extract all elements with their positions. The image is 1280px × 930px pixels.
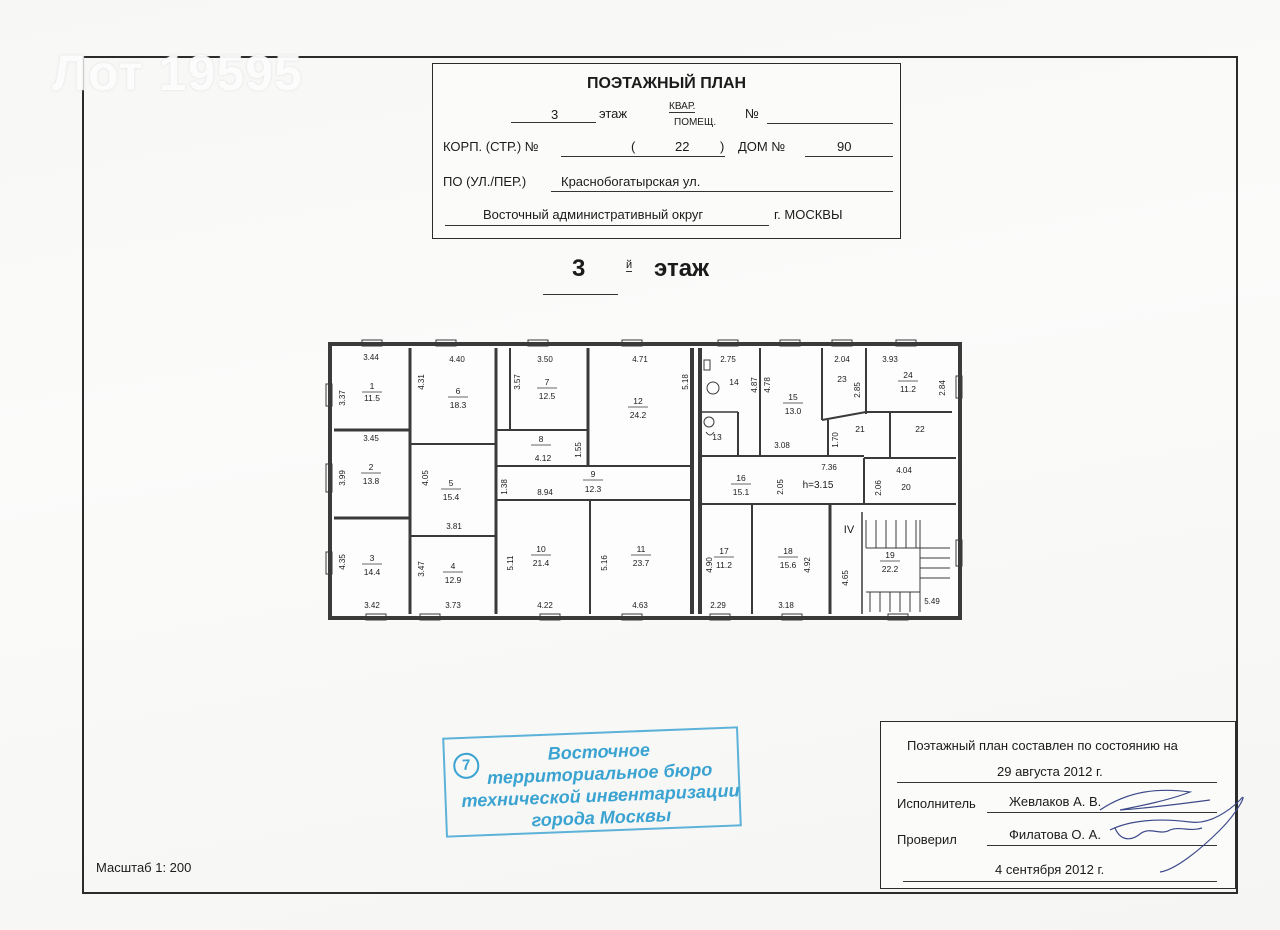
- svg-text:12: 12: [633, 396, 643, 406]
- svg-text:9: 9: [590, 469, 596, 479]
- lot-watermark: Лот 19595: [52, 45, 303, 101]
- scale-label: Масштаб 1: 200: [96, 860, 192, 875]
- svg-text:4.04: 4.04: [896, 466, 912, 475]
- svg-text:3.73: 3.73: [445, 601, 461, 610]
- floor-number: 3: [572, 255, 586, 282]
- city-label: г. МОСКВЫ: [774, 207, 843, 222]
- room-13: [712, 432, 722, 442]
- svg-text:11.2: 11.2: [900, 384, 916, 394]
- executor-name: Жевлаков А. В.: [1009, 794, 1102, 809]
- svg-text:13.0: 13.0: [784, 406, 802, 416]
- room-23: [837, 374, 847, 384]
- floor-suffix: й: [626, 259, 633, 271]
- apt-label-bottom: ПОМЕЩ.: [674, 117, 717, 128]
- svg-text:4.31: 4.31: [417, 374, 426, 390]
- stamp-line-3: технической инвентаризации: [461, 780, 740, 812]
- svg-text:22: 22: [915, 424, 925, 434]
- svg-text:3.50: 3.50: [537, 355, 553, 364]
- svg-text:2.29: 2.29: [710, 601, 726, 610]
- apt-no-label: №: [745, 106, 759, 121]
- svg-text:19: 19: [885, 550, 895, 560]
- room-20: [901, 482, 911, 492]
- handwritten-signatures: [1090, 780, 1260, 880]
- svg-text:3.99: 3.99: [338, 470, 347, 486]
- svg-text:8: 8: [538, 434, 544, 444]
- svg-text:4.12: 4.12: [534, 453, 552, 463]
- district-value: Восточный административный округ: [483, 207, 704, 222]
- svg-text:4.92: 4.92: [803, 557, 812, 573]
- room-22: [915, 424, 925, 434]
- svg-text:21: 21: [855, 424, 865, 434]
- svg-text:3.93: 3.93: [882, 355, 898, 364]
- svg-text:IV: IV: [843, 524, 855, 536]
- svg-text:1: 1: [369, 381, 375, 391]
- svg-text:5.16: 5.16: [600, 555, 609, 571]
- svg-text:3.18: 3.18: [778, 601, 794, 610]
- svg-text:21.4: 21.4: [532, 558, 550, 568]
- svg-text:11.5: 11.5: [364, 393, 380, 403]
- svg-text:16: 16: [736, 473, 746, 483]
- svg-text:2.85: 2.85: [853, 382, 862, 398]
- svg-text:15.6: 15.6: [779, 560, 797, 570]
- svg-text:5: 5: [448, 478, 454, 488]
- svg-text:4.22: 4.22: [537, 601, 553, 610]
- stamp-line-2: территориальное бюро: [486, 759, 713, 789]
- svg-text:15: 15: [788, 392, 798, 402]
- korp-label: КОРП. (СТР.) №: [443, 139, 539, 154]
- svg-text:4.90: 4.90: [705, 557, 714, 573]
- executor-label: Исполнитель: [897, 796, 976, 811]
- stamp-number: 7: [453, 752, 480, 779]
- svg-text:5.18: 5.18: [681, 374, 690, 390]
- svg-text:1.55: 1.55: [574, 442, 583, 458]
- svg-text:24.2: 24.2: [629, 410, 647, 420]
- svg-text:2: 2: [368, 462, 374, 472]
- svg-text:7: 7: [544, 377, 550, 387]
- svg-text:12.5: 12.5: [538, 391, 556, 401]
- svg-text:3.42: 3.42: [364, 601, 380, 610]
- apt-label-top: КВАР.: [669, 101, 696, 112]
- svg-text:3.44: 3.44: [363, 353, 379, 362]
- svg-text:14: 14: [729, 377, 739, 387]
- svg-text:24: 24: [903, 370, 913, 380]
- svg-text:4.87: 4.87: [750, 377, 759, 393]
- korp-close: ): [720, 139, 725, 154]
- svg-text:6: 6: [455, 386, 461, 396]
- svg-text:23: 23: [837, 374, 847, 384]
- svg-text:5.49: 5.49: [924, 597, 940, 606]
- svg-text:1.38: 1.38: [500, 479, 509, 495]
- room-21: [855, 424, 865, 434]
- bti-stamp: [442, 726, 742, 837]
- svg-text:2.06: 2.06: [874, 480, 883, 496]
- svg-text:2.05: 2.05: [776, 479, 785, 495]
- checker-label: Проверил: [897, 832, 957, 847]
- status-line: Поэтажный план составлен по состоянию на: [907, 738, 1178, 753]
- check-date: 4 сентября 2012 г.: [995, 862, 1105, 877]
- svg-text:15.1: 15.1: [732, 487, 750, 497]
- floor-value: 3: [551, 107, 559, 122]
- svg-text:18.3: 18.3: [449, 400, 467, 410]
- svg-text:13.8: 13.8: [362, 476, 380, 486]
- svg-text:4.71: 4.71: [632, 355, 648, 364]
- stamp-line-4: города Москвы: [531, 804, 672, 831]
- status-date: 29 августа 2012 г.: [997, 764, 1103, 779]
- svg-text:7.36: 7.36: [821, 463, 837, 472]
- svg-text:23.7: 23.7: [632, 558, 650, 568]
- svg-text:11.2: 11.2: [716, 560, 732, 570]
- svg-text:4.78: 4.78: [763, 377, 772, 393]
- svg-text:2.84: 2.84: [938, 380, 947, 396]
- svg-text:4.35: 4.35: [338, 554, 347, 570]
- svg-text:1.70: 1.70: [831, 432, 840, 448]
- svg-text:20: 20: [901, 482, 911, 492]
- svg-text:18: 18: [783, 546, 793, 556]
- street-value: Краснобогатырская ул.: [561, 174, 701, 189]
- svg-text:4.40: 4.40: [449, 355, 465, 364]
- svg-text:22.2: 22.2: [881, 564, 899, 574]
- svg-text:8.94: 8.94: [537, 488, 553, 497]
- svg-text:17: 17: [719, 546, 729, 556]
- svg-text:2.75: 2.75: [720, 355, 736, 364]
- svg-text:4.63: 4.63: [632, 601, 648, 610]
- svg-text:3.37: 3.37: [338, 390, 347, 406]
- svg-text:12.3: 12.3: [584, 484, 602, 494]
- stamp-line-1: Восточное: [547, 739, 651, 764]
- korp-value: 22: [675, 139, 690, 154]
- svg-text:4.65: 4.65: [841, 570, 850, 586]
- svg-text:14.4: 14.4: [363, 567, 381, 577]
- svg-text:4: 4: [450, 561, 456, 571]
- svg-text:3.57: 3.57: [513, 374, 522, 390]
- dom-label: ДОМ №: [738, 139, 786, 154]
- plan-heading: ПОЭТАЖНЫЙ ПЛАН: [586, 75, 747, 92]
- svg-text:10: 10: [536, 544, 546, 554]
- floor-label-big: этаж: [654, 255, 710, 282]
- street-label: ПО (УЛ./ПЕР.): [443, 174, 527, 189]
- svg-text:h=3.15: h=3.15: [802, 480, 834, 491]
- svg-text:13: 13: [712, 432, 722, 442]
- svg-text:3.47: 3.47: [417, 561, 426, 577]
- svg-text:3.45: 3.45: [363, 434, 379, 443]
- svg-text:15.4: 15.4: [442, 492, 460, 502]
- svg-text:2.04: 2.04: [834, 355, 850, 364]
- floor-label: этаж: [599, 106, 628, 121]
- svg-text:3.08: 3.08: [774, 441, 790, 450]
- svg-text:4.05: 4.05: [421, 470, 430, 486]
- svg-text:3.81: 3.81: [446, 522, 462, 531]
- korp-open: (: [631, 139, 636, 154]
- svg-text:3: 3: [369, 553, 375, 563]
- svg-text:5.11: 5.11: [506, 555, 515, 571]
- checker-name: Филатова О. А.: [1009, 827, 1101, 842]
- svg-text:12.9: 12.9: [444, 575, 462, 585]
- svg-text:11: 11: [636, 544, 646, 554]
- dom-value: 90: [837, 139, 852, 154]
- room-14: [729, 377, 739, 387]
